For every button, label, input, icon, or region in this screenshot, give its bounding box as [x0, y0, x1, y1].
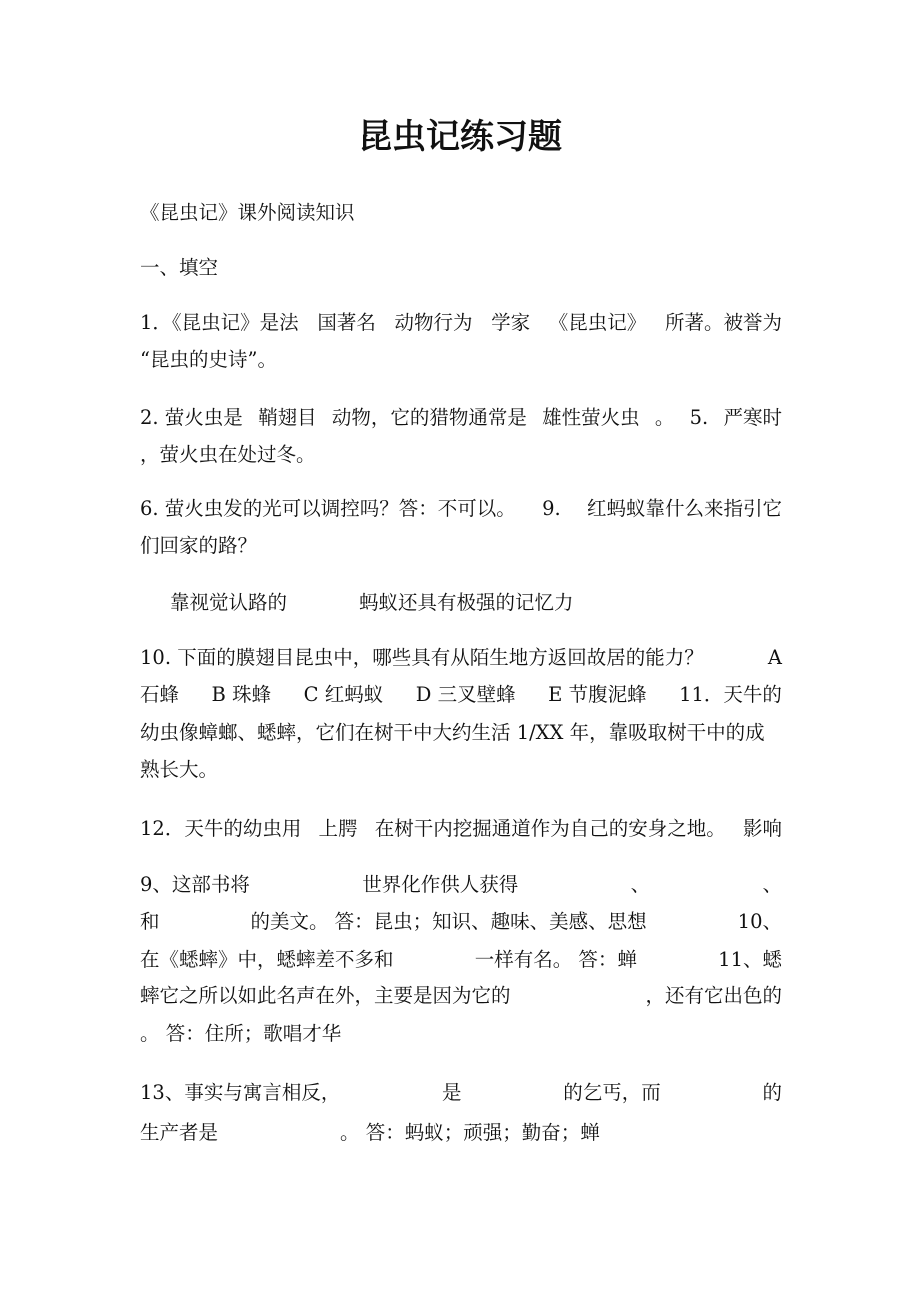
text-segment: 。 — [654, 406, 675, 429]
text-segment: 的 — [762, 1081, 782, 1104]
text-segment: 学家 — [491, 311, 531, 334]
text-line — [140, 721, 782, 745]
text-line — [140, 497, 782, 521]
text-segment: 10、 — [737, 910, 782, 933]
text-segment: 靠视觉认路的 — [170, 591, 288, 614]
text-segment: 蟀它之所以如此名声在外，主要是因为它的 — [140, 984, 511, 1007]
text-segment: 。 答：住所；歌唱才华 — [140, 1022, 342, 1045]
document-title: 昆虫记练习题 — [358, 117, 562, 157]
text-line — [140, 683, 782, 707]
text-segment: 《昆虫记》 — [548, 311, 647, 334]
text-line — [140, 646, 782, 670]
text-line — [140, 201, 782, 225]
text-segment: 红蚂蚁靠什么来指引它 — [586, 497, 782, 520]
text-segment: 11、蟋 — [718, 948, 782, 971]
text-segment: 幼虫像蟑螂、蟋蟀，它们在树干中大约生活 1/XX 年，靠吸取树干中的成 — [140, 721, 765, 744]
text-segment: 所著。被誉为 — [664, 311, 782, 334]
text-line — [140, 311, 782, 335]
text-line — [140, 984, 782, 1008]
text-line — [140, 534, 782, 558]
text-segment: 熟长大。 — [140, 758, 219, 781]
text-segment: 影响 — [742, 817, 782, 840]
text-line — [140, 758, 782, 782]
text-segment: 们回家的路？ — [140, 534, 258, 557]
text-line — [140, 406, 782, 430]
text-segment: ，萤火虫在处过冬。 — [140, 443, 316, 466]
text-line — [140, 348, 782, 372]
text-line — [140, 948, 782, 972]
text-segment: 10. 下面的膜翅目昆虫中，哪些具有从陌生地方返回故居的能力？ — [140, 646, 704, 669]
text-segment: 。 答：蚂蚁；顽强；勤奋；蝉 — [340, 1121, 600, 1144]
text-line — [140, 256, 782, 280]
text-segment: 是 — [442, 1081, 462, 1104]
text-segment: 、 — [630, 873, 651, 896]
text-segment: 和 — [140, 910, 160, 933]
text-segment: 一、填空 — [140, 256, 219, 279]
text-segment: 、 — [762, 873, 782, 896]
text-line — [140, 1121, 782, 1145]
text-segment: 世界化作供人获得 — [362, 873, 519, 896]
text-line — [140, 817, 782, 841]
text-segment: 11．天牛的 — [679, 683, 782, 706]
text-segment: 国著名 — [317, 311, 376, 334]
text-segment: 石蜂 — [140, 683, 180, 706]
text-segment: 2. 萤火虫是 — [140, 406, 243, 429]
text-segment: 一样有名。 答：蝉 — [474, 948, 637, 971]
text-segment: “昆虫的史诗”。 — [140, 348, 277, 371]
text-segment: C 红蚂蚁 — [303, 683, 384, 706]
text-segment: 蚂蚁还具有极强的记忆力 — [359, 591, 574, 614]
text-segment: 动物行为 — [394, 311, 473, 334]
text-segment: ，还有它出色的 — [645, 984, 782, 1007]
text-segment: 9. — [542, 497, 561, 520]
text-segment: 6. 萤火虫发的光可以调控吗？答：不可以。 — [140, 497, 516, 520]
text-segment: 鞘翅目 — [258, 406, 317, 429]
text-segment: 9、这部书将 — [140, 873, 250, 896]
text-segment: 雄性萤火虫 — [542, 406, 640, 429]
text-segment: 《昆虫记》课外阅读知识 — [140, 201, 355, 224]
text-segment: 动物，它的猎物通常是 — [331, 406, 527, 429]
text-segment: 的美文。 答：昆虫；知识、趣味、美感、思想 — [250, 910, 647, 933]
text-segment: 严寒时 — [723, 406, 782, 429]
text-segment: D 三叉壁蜂 — [415, 683, 516, 706]
text-line — [140, 1022, 782, 1046]
text-segment: 5. — [689, 406, 709, 429]
text-line — [170, 591, 812, 615]
text-line — [140, 1081, 782, 1105]
text-segment: 1．《昆虫记》是法 — [140, 311, 299, 334]
text-segment: 13、事实与寓言相反， — [140, 1081, 341, 1104]
text-segment: 生产者是 — [140, 1121, 219, 1144]
text-line — [140, 873, 782, 897]
text-segment: B 珠蜂 — [211, 683, 272, 706]
text-segment: 在树干内挖掘通道作为自己的安身之地。 — [374, 817, 726, 840]
text-segment: E 节腹泥蜂 — [548, 683, 647, 706]
text-segment: 上腭 — [318, 817, 358, 840]
text-line — [140, 443, 782, 467]
text-segment: 12．天牛的幼虫用 — [140, 817, 302, 840]
text-segment: 在《蟋蟀》中，蟋蟀差不多和 — [140, 948, 394, 971]
text-segment: 的乞丐，而 — [563, 1081, 661, 1104]
text-line — [140, 910, 782, 934]
text-segment: A — [767, 646, 782, 669]
